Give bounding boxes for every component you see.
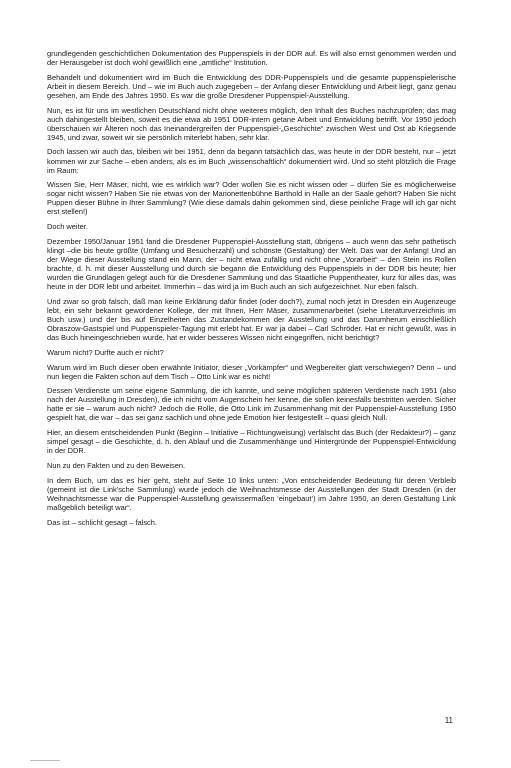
- page-number: 11: [444, 716, 453, 725]
- body-paragraph: Nun, es ist für uns im westlichen Deutschland nicht ohne weiteres möglich, den Inhalt des Buches nachzuprüfen; das mag auch dahingestellt bleiben, soweit es die etwa ab 1951 DDR-intern getane Arbeit und Entwicklung betrifft. Vor 1950 jedoch überschauen wir Älteren noch das Ineinandergreifen der Puppenspiel-„Geschichte“ zwischen West und Ost ab Kriegsende 1945, und zwar, soweit wir sie persönlich miterlebt haben, sehr klar.: [47, 105, 456, 142]
- body-paragraph: Hier, an diesem entscheidenden Punkt (Beginn – Initiative – Richtungweisung) verfälscht das Buch (der Redakteur?) – ganz simpel gesagt – die Geschichte, d. h. den Ablauf und die Zusammenhänge und Hintergründe der Puppenspiel-Entwicklung in der DDR.: [47, 428, 456, 456]
- body-paragraph: Warum wird im Buch dieser oben erwähnte Initiator, dieser „Vorkämpfer“ und Wegbereiter glatt verschwiegen? Denn – und nun liegen die Fakten schon auf dem Tisch – Otto Link war es nicht!: [47, 362, 456, 381]
- body-paragraph: In dem Buch, um das es hier geht, steht auf Seite 10 links unten: „Von entscheidender Bedeutung für deren Verbleib (gemeint ist die Link’sche Sammlung) wurde jedoch die Weihnachtsmesse der Ausstellungen der Stadt Dresden (in der Weihnachtsmesse war die Puppenspiel-Ausstellung gewissermaßen ‘eingebaut’) im Jahre 1950, an deren Gestaltung Link maßgeblich beteiligt war“.: [47, 475, 456, 512]
- body-paragraph: Und zwar so grob falsch, daß man keine Erklärung dafür findet (oder doch?), zumal noch jetzt in Dresden ein Augenzeuge lebt, ein sehr bekannt gewordener Kollege, der mit Ihnen, Herr Mäser, zusammenarbeitet (siehe Literaturverzeichnis im Buch usw.) und der bis auf Einzelheiten das Zustandekommen der Ausstellung und das Darumherum einschließlich Obraszow-Gastspiel und Puppenspieler-Tagung mit erlebt hat. Er war ja dabei – Carl Schröder. Hat er nicht gewußt, was in das Buch hineingeschrieben wurde, hat er wider besseres Wissen nicht eingegriffen, nicht berichtigt?: [47, 296, 456, 343]
- body-paragraph: Doch weiter.: [47, 222, 88, 232]
- scan-edge-mark: [30, 760, 60, 761]
- body-paragraph: Doch lassen wir auch das, bleiben wir bei 1951, denn da begann tatsächlich das, was heute in der DDR besteht, nur – jetzt kommen wir zur Sache – eben anders, als es im Buch „wissenschaftlich“ dokumentiert wird. Und so steht plötzlich die Frage im Raum:: [47, 147, 456, 175]
- body-paragraph: Das ist – schlicht gesagt – falsch.: [47, 517, 157, 527]
- body-paragraph: Nun zu den Fakten und zu den Beweisen.: [47, 461, 186, 471]
- body-paragraph: Dessen Verdienste um seine eigene Sammlung, die ich kannte, und seine möglichen späteren Verdienste nach 1951 (also nach der Ausstellung in Dresden), die ich nicht vom Augenschein her kenne, die sollen keinesfalls bestritten werden. Sicher hatte er sie – warum auch nicht? Jedoch die Rolle, die Otto Link im Zusammenhang mit der Puppenspiel-Ausstellung 1950 gespielt hat, die war – das sei ganz sachlich und ohne jede Emotion hier festgestellt – quasi gleich Null.: [47, 386, 456, 423]
- body-paragraph: Behandelt und dokumentiert wird im Buch die Entwicklung des DDR-Puppenspiels und die gesamte puppenspielerische Arbeit in diesem Bereich. Und – wie im Buch auch zugegeben – der Anfang dieser Entwicklung und Arbeit liegt, ganz genau gesehen, am Ende des Jahres 1950. Es war die große Dresdener Puppenspiel-Ausstellung.: [47, 72, 456, 100]
- body-paragraph: Wissen Sie, Herr Mäser, nicht, wie es wirklich war? Oder wollen Sie es nicht wissen oder – dürfen Sie es möglicherweise sogar nicht wissen? Haben Sie nie etwas von der Marionettenbühne Barthold in Halle an der Saale gehört? Haben Sie nicht Puppen dieser Bühne in Ihrer Sammlung? (Wie diese damals dahin gekommen sind, diese peinliche Frage will ich gar nicht erst stellen!): [47, 180, 456, 217]
- body-paragraph: grundlegenden geschichtlichen Dokumentation des Puppenspiels in der DDR auf. Es will also ernst genommen werden und der Herausgeber ist doch wohl gewißlich eine „amtliche“ Institution.: [47, 49, 456, 68]
- body-paragraph: Dezember 1950/Januar 1951 fand die Dresdener Puppenspiel-Ausstellung statt, übrigens – auch wenn das sehr pathetisch klingt –die bis heute größte (Umfang und Besucherzahl) und schönste (Gestaltung) der Welt. Das war der Anfang! Und an der Wiege dieser Ausstellung stand ein Mann, der – nicht etwa zufällig und nicht ohne „Vorarbeit“ – den Stein ins Rollen brachte, d. h. mit dieser Ausstellung und durch sie begann die Entwicklung des Puppenspiels in der DDR bis heute; hier wurden die Grundlagen gelegt auch für die Dresdener Sammlung und das Staatliche Puppentheater, kurz für alles das, was heute in der DDR lebt und arbeitet. Immerhin – das wird ja im Buch auch an sich aufgezeichnet. Nur eben falsch.: [47, 236, 456, 292]
- body-paragraph: Warum nicht? Durfte auch er nicht?: [47, 347, 164, 357]
